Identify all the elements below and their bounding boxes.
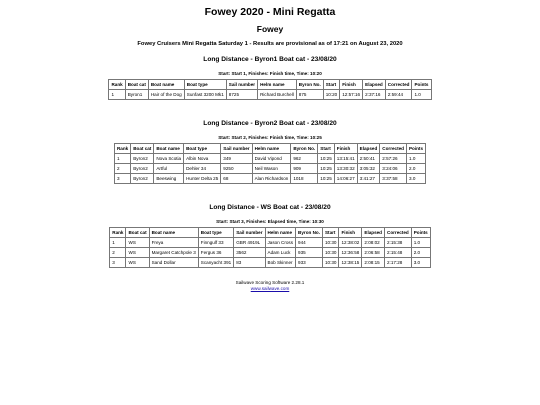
table-cell: Scanyacht 391 xyxy=(198,258,233,268)
column-header: Corrected xyxy=(385,80,412,90)
table-cell: 2:15:38 xyxy=(385,238,412,248)
table-cell: 3:05:32 xyxy=(357,164,380,174)
table-cell: WS xyxy=(126,238,149,248)
results-table xyxy=(108,79,431,100)
table-cell: 2:08:02 xyxy=(362,238,385,248)
column-header: Corrected xyxy=(380,144,407,154)
software-credit: Sailwave Scoring Software 2.28.1 xyxy=(235,280,305,285)
table-row xyxy=(110,238,431,248)
sailwave-link[interactable]: www.sailwave.com xyxy=(250,285,290,291)
column-header: Start xyxy=(318,144,335,154)
table-cell: 83 xyxy=(234,258,265,268)
column-header: Rank xyxy=(109,80,125,90)
column-header: Boat type xyxy=(198,228,233,238)
table-cell: Byron1 xyxy=(125,90,148,100)
table-cell: 349 xyxy=(221,154,252,164)
header-row xyxy=(110,228,431,238)
table-cell: 2:15:48 xyxy=(385,248,412,258)
table-cell: Byron2 xyxy=(131,174,154,184)
table-cell: 1.0 xyxy=(406,154,425,164)
table-cell: 13:15:41 xyxy=(334,154,357,164)
column-header: Sail number xyxy=(221,144,252,154)
column-header: Finish xyxy=(339,228,362,238)
column-header: Boat type xyxy=(184,80,226,90)
race-title: Long Distance - Byron1 Boat cat - 23/08/20 xyxy=(203,56,337,63)
column-header: Elapsed xyxy=(357,144,380,154)
table-cell: 12:38:02 xyxy=(339,238,362,248)
table-row xyxy=(114,174,425,184)
table-cell: 3.0 xyxy=(411,258,430,268)
table-cell: Hunter Delta 25 xyxy=(184,174,221,184)
table-cell: 2:06:58 xyxy=(362,248,385,258)
table-cell: 3:24:06 xyxy=(380,164,407,174)
table-cell: 2 xyxy=(114,164,130,174)
start-info: Start: Start 3, Finishes: Elapsed time, Time: 10:30 xyxy=(216,219,324,224)
results-subtitle: Fowey Cruisers Mini Regatta Saturday 1 - Results are provisional as of 17:21 on August 23, 2020 xyxy=(137,41,403,47)
table-cell: 1 xyxy=(109,90,125,100)
table-cell: 909 xyxy=(291,164,318,174)
table-cell: 10:20 xyxy=(323,90,340,100)
table-cell: 875 xyxy=(296,90,323,100)
column-header: Points xyxy=(406,144,425,154)
column-header: Points xyxy=(412,80,431,90)
table-cell: 1 xyxy=(110,238,126,248)
table-cell: 3.0 xyxy=(406,174,425,184)
column-header: Helm name xyxy=(252,144,291,154)
table-cell: 10:25 xyxy=(318,174,335,184)
column-header: Start xyxy=(322,228,339,238)
start-info: Start: Start 2, Finishes: Finish time, Time: 10:25 xyxy=(218,135,322,140)
column-header: Helm name xyxy=(265,228,296,238)
venue-title: Fowey xyxy=(256,24,284,34)
column-header: Rank xyxy=(110,228,126,238)
table-cell: 12:57:16 xyxy=(340,90,363,100)
column-header: Boat cat xyxy=(126,228,149,238)
table-cell: 2.0 xyxy=(406,164,425,174)
table-cell: Freya xyxy=(149,238,198,248)
table-row xyxy=(114,154,425,164)
column-header: Corrected xyxy=(385,228,412,238)
column-header: Sail number xyxy=(226,80,257,90)
table-cell: WS xyxy=(126,248,149,258)
column-header: Elapsed xyxy=(362,228,385,238)
table-cell: Sand Dollar xyxy=(149,258,198,268)
column-header: Byron No. xyxy=(291,144,318,154)
table-row xyxy=(114,164,425,174)
table-cell: 3:41:27 xyxy=(357,174,380,184)
column-header: Start xyxy=(323,80,340,90)
results-table xyxy=(109,227,431,268)
table-row xyxy=(109,90,431,100)
table-cell: Finngulf 33 xyxy=(198,238,233,248)
table-row xyxy=(110,258,431,268)
table-cell: 933 xyxy=(296,258,323,268)
table-cell: 2:50:41 xyxy=(357,154,380,164)
table-cell: 962 xyxy=(291,154,318,164)
races-container xyxy=(0,56,540,268)
header-row xyxy=(114,144,425,154)
column-header: Boat cat xyxy=(125,80,148,90)
table-cell: 3:37:58 xyxy=(380,174,407,184)
table-cell: 935 xyxy=(296,248,323,258)
table-cell: Hair of the Dog xyxy=(148,90,184,100)
table-cell: 68 xyxy=(221,174,252,184)
footer xyxy=(0,280,540,292)
table-cell: 8725 xyxy=(226,90,257,100)
table-cell: Adam Luck xyxy=(265,248,296,258)
column-header: Helm name xyxy=(258,80,297,90)
table-cell: 1.0 xyxy=(412,90,431,100)
column-header: Boat type xyxy=(184,144,221,154)
table-cell: 10:30 xyxy=(322,248,339,258)
table-cell: Byron2 xyxy=(131,164,154,174)
race-title: Long Distance - WS Boat cat - 23/08/20 xyxy=(209,204,331,211)
table-cell: 3 xyxy=(114,174,130,184)
table-cell: 2:08:15 xyxy=(362,258,385,268)
column-header: Boat cat xyxy=(131,144,154,154)
table-cell: 3562 xyxy=(234,248,265,258)
table-cell: Jason Cross xyxy=(265,238,296,248)
column-header: Elapsed xyxy=(363,80,386,90)
column-header: Finish xyxy=(334,144,357,154)
table-cell: Neil Wason xyxy=(252,164,291,174)
table-cell: Beeswing xyxy=(154,174,184,184)
table-cell: Albin Nova xyxy=(184,154,221,164)
table-cell: 2:57:26 xyxy=(380,154,407,164)
table-cell: 3 xyxy=(110,258,126,268)
table-cell: WS xyxy=(126,258,149,268)
column-header: Sail number xyxy=(234,228,265,238)
table-cell: 9250 xyxy=(221,164,252,174)
column-header: Boat name xyxy=(148,80,184,90)
column-header: Boat name xyxy=(149,228,198,238)
table-cell: Fergus 36 xyxy=(198,248,233,258)
header-row xyxy=(109,80,431,90)
table-cell: 2:17:28 xyxy=(385,258,412,268)
table-cell: Artful xyxy=(154,164,184,174)
table-cell: Alan Richardson xyxy=(252,174,291,184)
results-table xyxy=(114,143,426,184)
table-cell: Richard Burchell xyxy=(258,90,297,100)
table-row xyxy=(110,248,431,258)
table-cell: 2.0 xyxy=(411,248,430,258)
table-cell: Nova Scotia xyxy=(154,154,184,164)
table-cell: 10:30 xyxy=(322,238,339,248)
table-cell: 10:30 xyxy=(322,258,339,268)
table-cell: GBR 4919L xyxy=(234,238,265,248)
column-header: Boat name xyxy=(154,144,184,154)
table-cell: 12:36:58 xyxy=(339,248,362,258)
table-cell: 2 xyxy=(110,248,126,258)
table-cell: Margaret Catchpole 3 xyxy=(149,248,198,258)
table-cell: 1018 xyxy=(291,174,318,184)
column-header: Byron No. xyxy=(296,228,323,238)
table-cell: 2:37:16 xyxy=(363,90,386,100)
column-header: Rank xyxy=(114,144,130,154)
table-cell: 10:25 xyxy=(318,164,335,174)
column-header: Byron No. xyxy=(296,80,323,90)
table-cell: 944 xyxy=(296,238,323,248)
table-cell: Dehler 34 xyxy=(184,164,221,174)
column-header: Points xyxy=(411,228,430,238)
table-cell: Bob Skinner xyxy=(265,258,296,268)
start-info: Start: Start 1, Finishes: Finish time, Time: 10:20 xyxy=(218,71,322,76)
table-cell: 2:59:44 xyxy=(385,90,412,100)
table-cell: 13:30:32 xyxy=(334,164,357,174)
table-cell: Sunfast 3200 Mk1 xyxy=(184,90,226,100)
column-header: Finish xyxy=(340,80,363,90)
table-cell: 14:06:27 xyxy=(334,174,357,184)
table-cell: 1.0 xyxy=(411,238,430,248)
table-cell: Byron2 xyxy=(131,154,154,164)
race-title: Long Distance - Byron2 Boat cat - 23/08/20 xyxy=(203,120,337,127)
page-title: Fowey 2020 - Mini Regatta xyxy=(204,6,336,18)
table-cell: 10:25 xyxy=(318,154,335,164)
table-cell: 1 xyxy=(114,154,130,164)
table-cell: David Vipond xyxy=(252,154,291,164)
table-cell: 12:38:15 xyxy=(339,258,362,268)
